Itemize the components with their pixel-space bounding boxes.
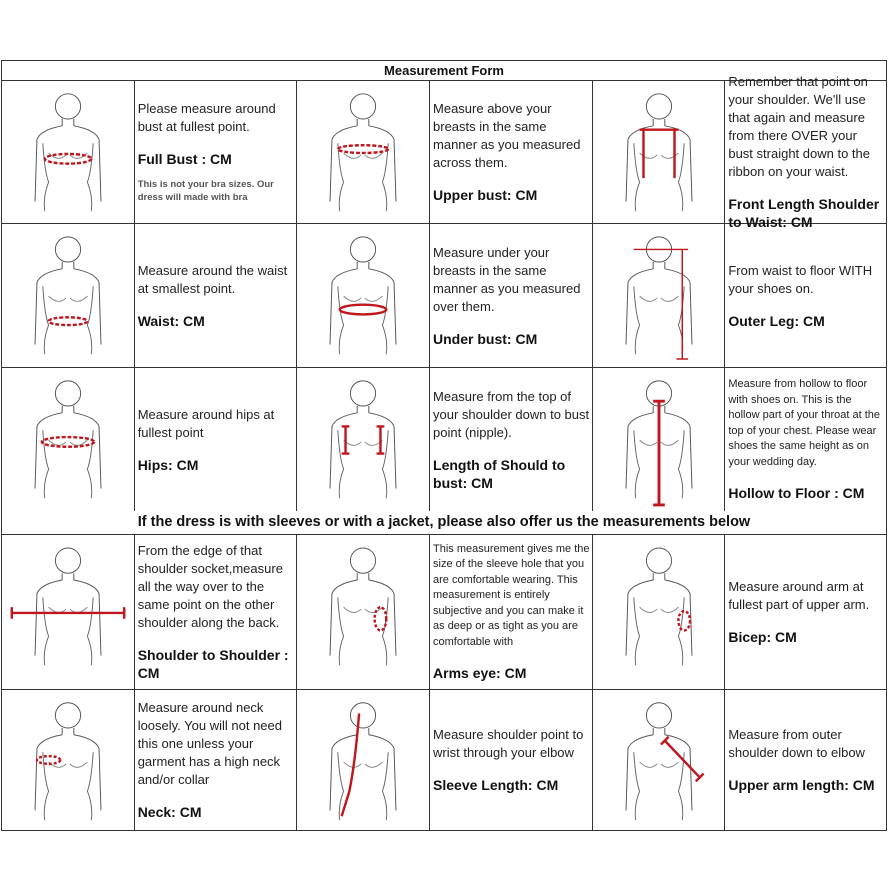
measurement-row	[2, 368, 886, 511]
outer-leg-figure-icon	[595, 226, 723, 365]
measurement-cell	[430, 224, 593, 367]
sleeve-length-figure-icon	[299, 692, 427, 828]
measurement-form	[1, 60, 887, 831]
neck-figure-icon	[4, 692, 132, 828]
measurement-cell	[430, 690, 593, 830]
measurement-cell	[430, 535, 593, 689]
measurement-row	[2, 74, 886, 230]
measurement-cell	[135, 690, 298, 830]
upper-bust-figure-icon	[299, 83, 427, 221]
measurement-note: This is not your bra sizes. Our dress will made with bra	[137, 179, 274, 203]
form-title: Measurement Form	[2, 61, 886, 81]
figure-cell	[2, 81, 135, 223]
figure-cell	[593, 81, 726, 223]
figure-cell	[297, 535, 430, 689]
measurement-description: Measure from hollow to floor with shoes on. This is the hollow part of your throat at the top of your chest. Please wear shoes the same height as on your wedding day.	[728, 378, 880, 468]
measurement-label: Arms eye: CM	[433, 665, 527, 682]
measurement-label: Upper bust: CM	[433, 187, 538, 203]
measurement-label: Full Bust : CM	[137, 151, 232, 167]
shoulder-to-shoulder-figure-icon	[4, 537, 132, 687]
figure-cell	[593, 368, 726, 511]
sleeves-banner: If the dress is with sleeves or with a jacket, please also offer us the measurements below	[2, 511, 886, 535]
measurement-cell	[430, 368, 593, 511]
measurement-description: Please measure around bust at fullest point.	[137, 101, 276, 134]
measurement-label: Neck: CM	[137, 804, 202, 820]
figure-cell	[2, 368, 135, 511]
measurement-row	[2, 224, 886, 368]
measurement-cell	[725, 535, 886, 689]
measurement-cell	[725, 368, 886, 511]
measurement-label: Shoulder to Shoulder : CM	[137, 647, 289, 681]
measurement-description: This measurement gives me the size of the sleeve hole that you are comfortable wearing. This measurement is entirely subjective and you can make it as deep or as tight as you are comfortable with	[433, 542, 590, 648]
measurement-cell	[725, 74, 886, 230]
measurement-cell	[430, 81, 593, 223]
measurement-description: Remember that point on your shoulder. We'll use that again and measure from there OVER your bust straight down to the ribbon on your waist.	[728, 74, 870, 179]
full-bust-figure-icon	[4, 83, 132, 221]
measurement-cell	[135, 535, 298, 689]
measurement-label: Bicep: CM	[728, 629, 797, 645]
measurement-row	[2, 690, 886, 830]
measurement-label: Upper arm length: CM	[728, 777, 875, 793]
figure-cell	[297, 81, 430, 223]
measurement-description: Measure shoulder point to wrist through your elbow	[433, 727, 584, 760]
measurement-cell	[725, 224, 886, 367]
measurement-label: Under bust: CM	[433, 330, 538, 347]
figure-cell	[2, 535, 135, 689]
measurement-label: Hollow to Floor : CM	[728, 485, 865, 501]
measurement-description: Measure under your breasts in the same manner as you measured over them.	[433, 244, 581, 314]
measurement-description: Measure above your breasts in the same manner as you measured across them.	[433, 101, 581, 170]
measurement-label: Length of Should to bust: CM	[433, 456, 566, 491]
shoulder-to-bust-figure-icon	[299, 370, 427, 509]
measurement-description: Measure from the top of your shoulder down to bust point (nipple).	[433, 388, 590, 440]
figure-cell	[593, 224, 726, 367]
figure-cell	[2, 690, 135, 830]
measurement-description: Measure around hips at fullest point	[137, 406, 275, 440]
measurement-label: Front Length Shoulder to Waist: CM	[728, 196, 880, 230]
measurement-cell	[135, 368, 298, 511]
measurement-cell	[135, 224, 298, 367]
measurement-label: Waist: CM	[137, 312, 205, 329]
figure-cell	[297, 690, 430, 830]
figure-cell	[2, 224, 135, 367]
measurement-description: Measure around arm at fullest part of upper arm.	[728, 579, 870, 612]
front-length-figure-icon	[595, 83, 723, 221]
measurement-description: From waist to floor WITH your shoes on.	[728, 262, 873, 296]
measurement-label: Hips: CM	[137, 456, 199, 473]
measurement-description: From the edge of that shoulder socket,measure all the way over to the same point on the other shoulder along the back.	[137, 543, 283, 630]
waist-figure-icon	[4, 226, 132, 365]
hips-figure-icon	[4, 370, 132, 509]
measurement-label: Sleeve Length: CM	[433, 777, 559, 793]
upper-arm-length-figure-icon	[595, 692, 723, 828]
under-bust-figure-icon	[299, 226, 427, 365]
measurement-cell	[725, 690, 886, 830]
measurement-description: Measure around the waist at smallest point.	[137, 262, 288, 296]
bicep-figure-icon	[595, 537, 723, 687]
hollow-to-floor-figure-icon	[595, 370, 723, 509]
arms-eye-figure-icon	[299, 537, 427, 687]
measurement-label: Outer Leg: CM	[728, 312, 825, 329]
measurement-row	[2, 535, 886, 690]
measurement-cell	[135, 81, 298, 223]
measurement-description: Measure from outer shoulder down to elbow	[728, 727, 865, 760]
figure-cell	[593, 535, 726, 689]
figure-cell	[297, 368, 430, 511]
figure-cell	[297, 224, 430, 367]
figure-cell	[593, 690, 726, 830]
measurement-description: Measure around neck loosely. You will not need this one unless your garment has a high neck and/or collar	[137, 700, 282, 787]
